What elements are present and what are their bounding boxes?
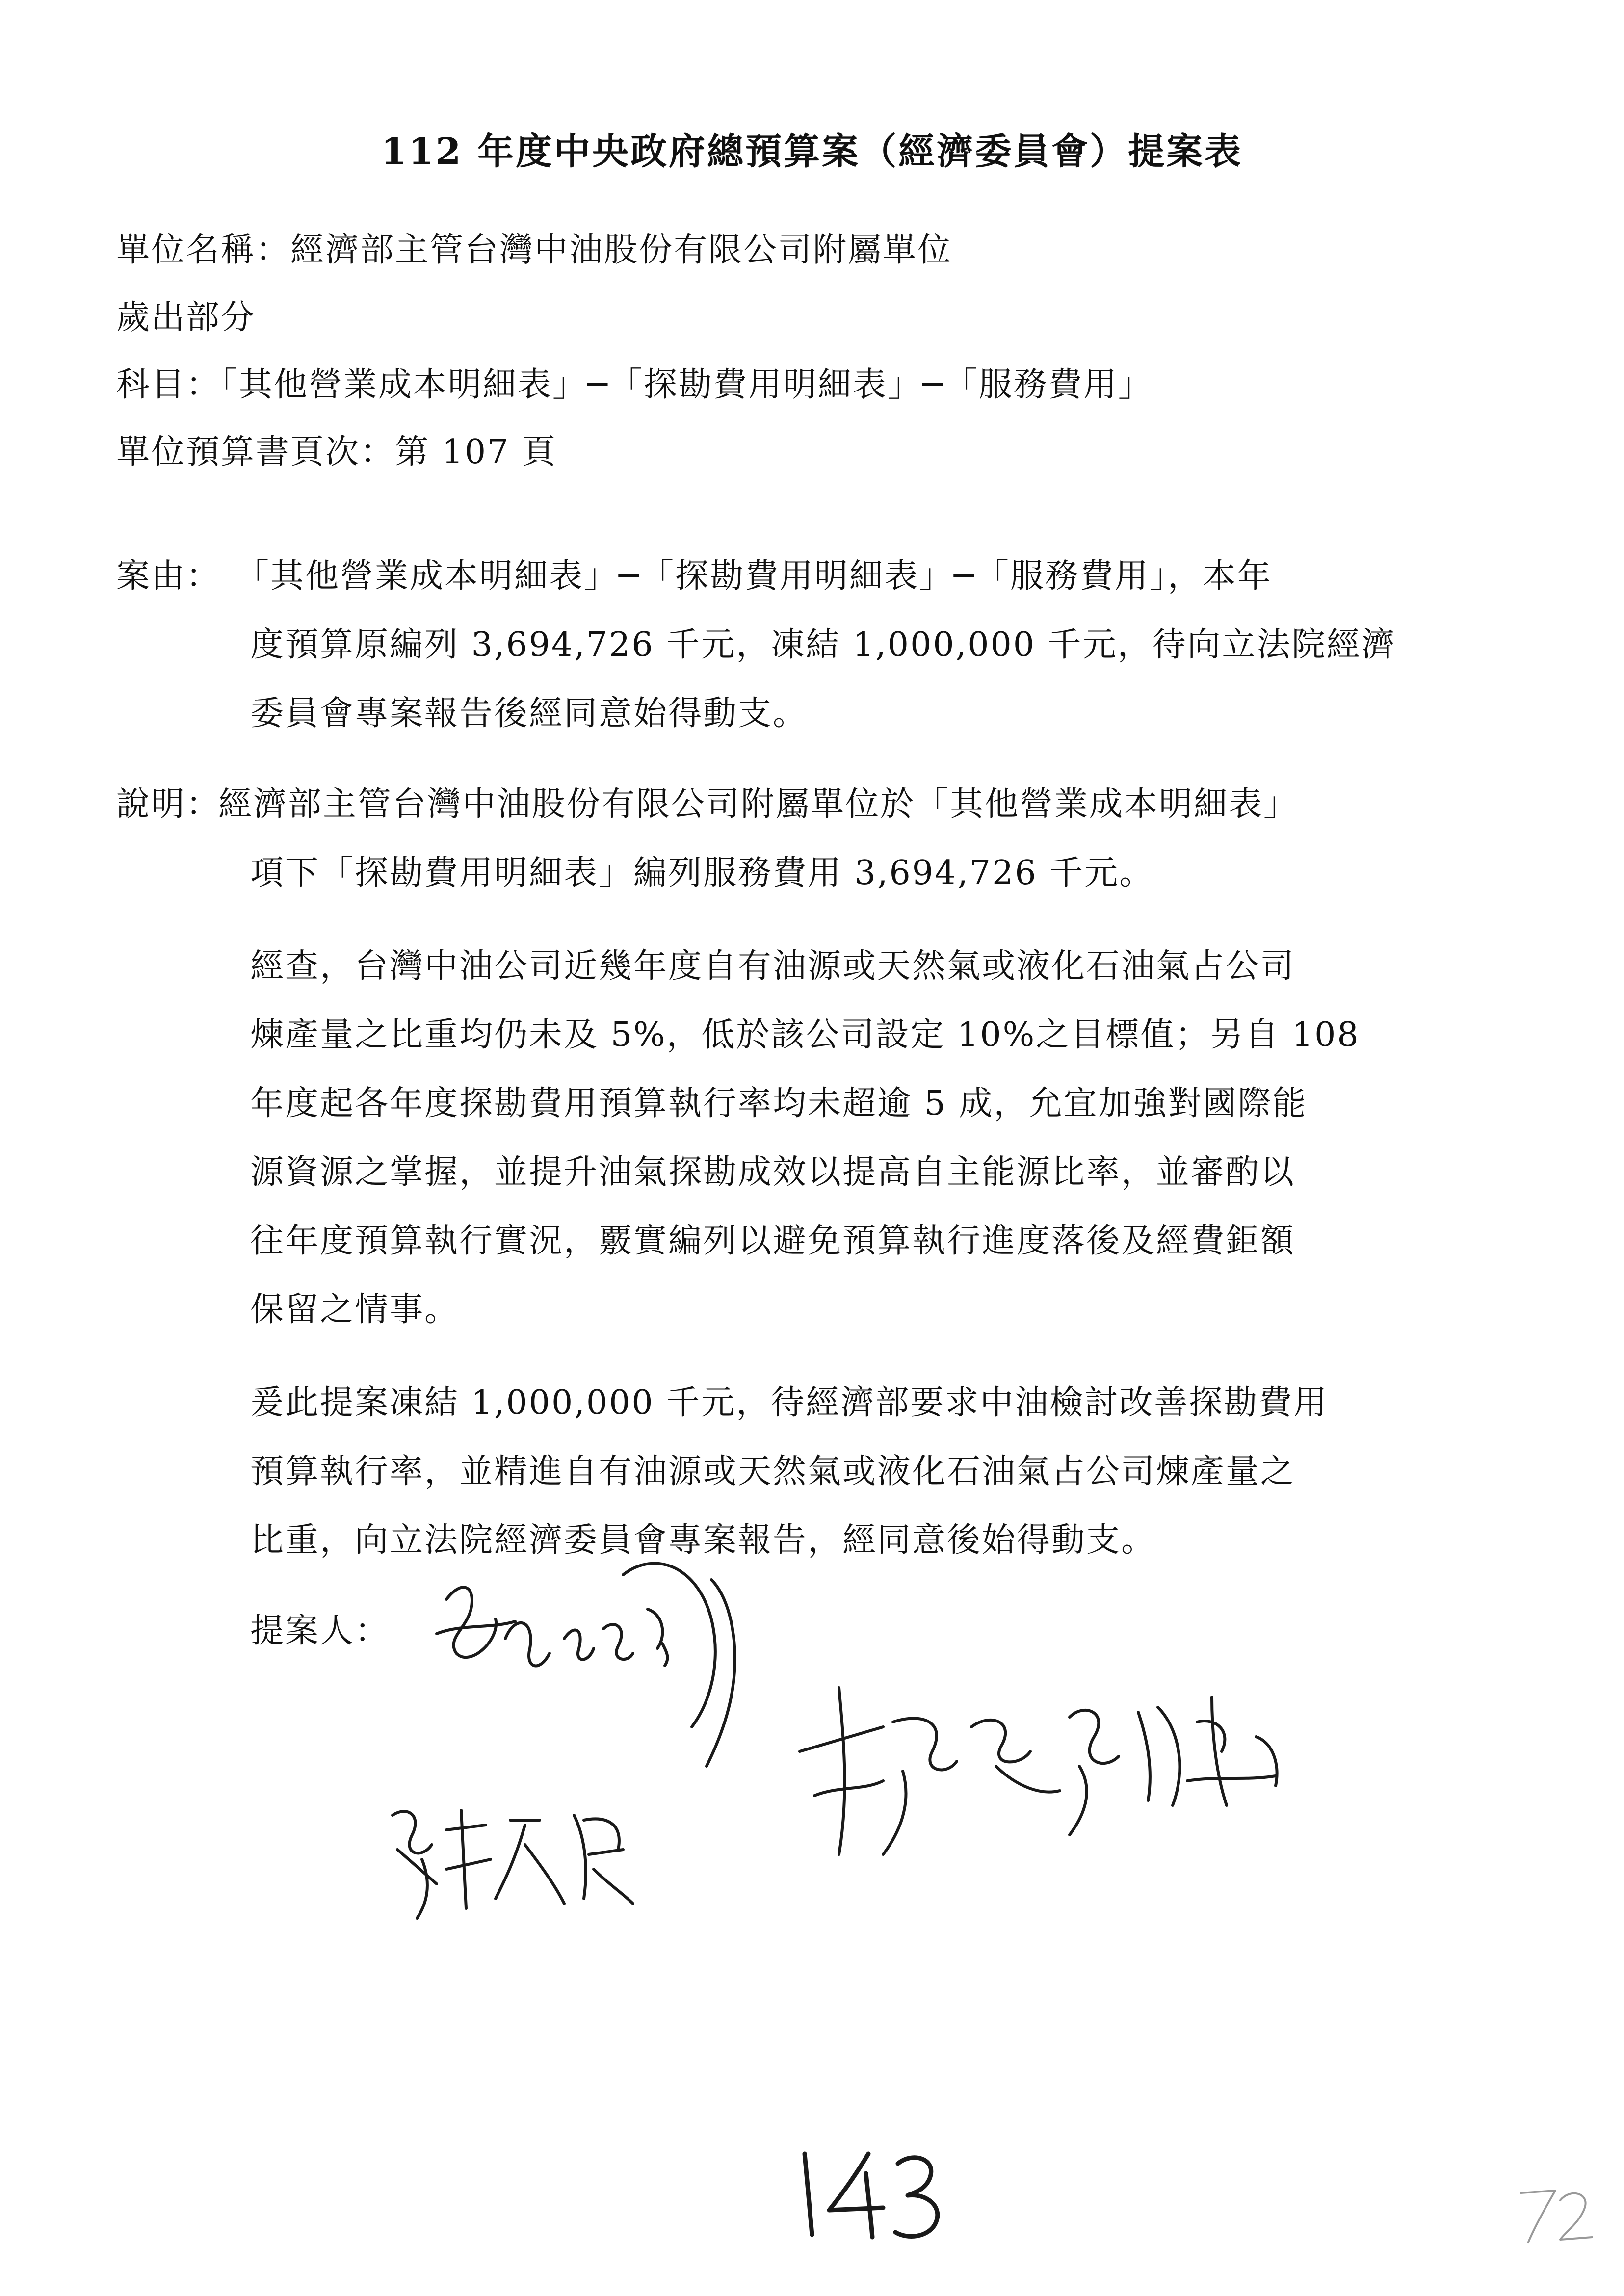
paragraph2-line-6: 保留之情事。 xyxy=(250,1290,460,1329)
case-line-1: 「其他營業成本明細表」─「探勘費用明細表」─「服務費用」，本年 xyxy=(236,557,1272,596)
paragraph2-line-1: 經查，台灣中油公司近幾年度自有油源或天然氣或液化石油氣占公司 xyxy=(250,947,1296,986)
document-title: 112 年度中央政府總預算案（經濟委員會）提案表 xyxy=(381,130,1243,173)
explanation-line-1: 經濟部主管台灣中油股份有限公司附屬單位於「其他營業成本明細表」 xyxy=(218,785,1299,824)
paragraph3-line-3: 比重，向立法院經濟委員會專案報告，經同意後始得動支。 xyxy=(250,1521,1156,1560)
paragraph2-line-5: 往年度預算執行實況，覈實編列以避免預算執行進度落後及經費鉅額 xyxy=(250,1222,1296,1260)
paragraph2-line-3: 年度起各年度探勘費用預算執行率均未超逾 5 成，允宜加強對國際能 xyxy=(250,1084,1308,1123)
page-reference: 單位預算書頁次：第 107 頁 xyxy=(116,433,557,471)
explanation-label: 說明： xyxy=(116,785,221,824)
paragraph2-line-4: 源資源之掌握，並提升油氣探勘成效以提高自主能源比率，並審酌以 xyxy=(250,1153,1296,1192)
case-label: 案由： xyxy=(116,557,221,596)
subject-line: 科目：「其他營業成本明細表」─「探勘費用明細表」─「服務費用」 xyxy=(116,365,1153,404)
signature-2 xyxy=(378,1786,653,1933)
case-line-2: 度預算原編列 3,694,726 千元，凍結 1,000,000 千元，待向立法院經濟 xyxy=(250,626,1396,664)
section-label: 歲出部分 xyxy=(116,298,256,337)
handwritten-page-number xyxy=(785,2144,952,2244)
handwritten-corner-number xyxy=(1511,2178,1599,2249)
paragraph2-line-2: 煉產量之比重均仍未及 5%，低於該公司設定 10%之目標值；另自 108 xyxy=(250,1016,1360,1054)
paragraph3-line-1: 爰此提案凍結 1,000,000 千元，待經濟部要求中油檢討改善探勘費用 xyxy=(250,1383,1329,1422)
case-line-3: 委員會專案報告後經同意始得動支。 xyxy=(250,694,808,733)
signature-3 xyxy=(785,1668,1364,1874)
unit-name: 單位名稱：經濟部主管台灣中油股份有限公司附屬單位 xyxy=(116,231,953,269)
explanation-line-2: 項下「探勘費用明細表」編列服務費用 3,694,726 千元。 xyxy=(250,854,1154,892)
proposer-label: 提案人： xyxy=(250,1612,390,1650)
signature-1 xyxy=(417,1540,790,1796)
paragraph3-line-2: 預算執行率，並精進自有油源或天然氣或液化石油氣占公司煉產量之 xyxy=(250,1452,1296,1491)
